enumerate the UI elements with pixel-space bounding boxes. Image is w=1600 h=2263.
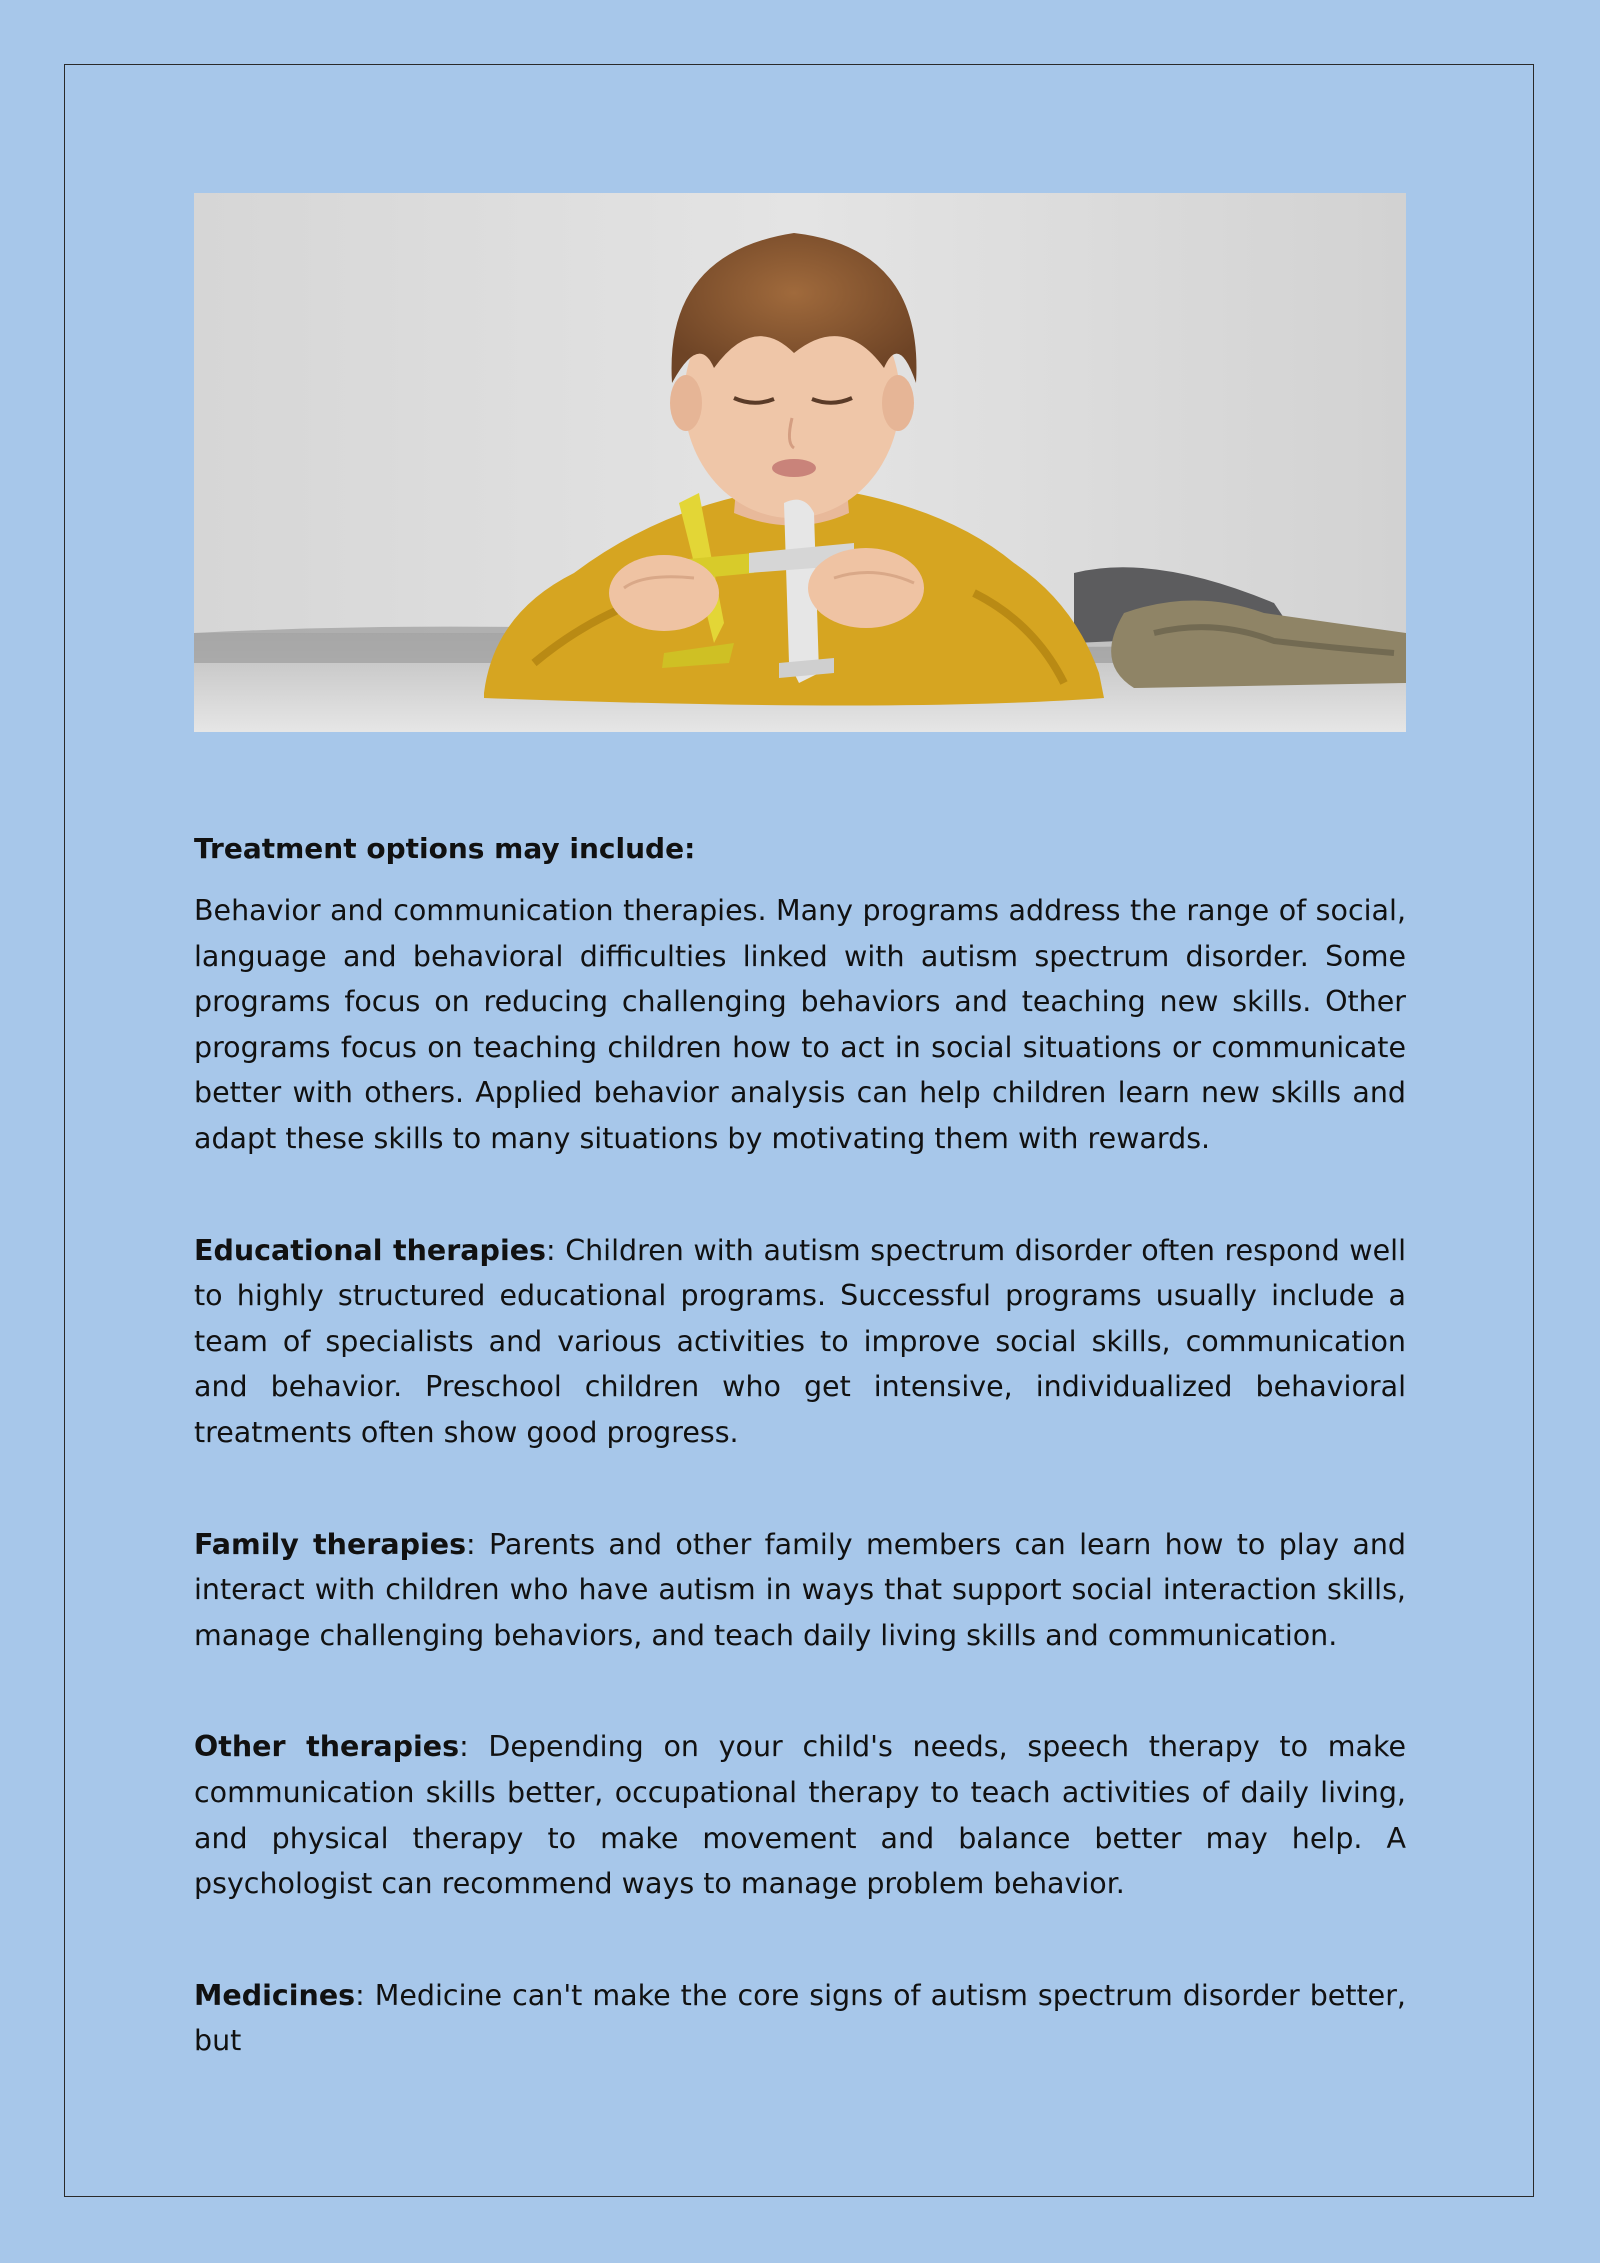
section-heading: Treatment options may include: — [194, 832, 696, 865]
paragraph-text: Children with autism spectrum disorder often respond well to highly structured educational programs. Successful programs usually include a team of specialists and various activities to improve social skills, communication and behavior. Preschool children who get intensive, individualized behavioral treatments often show good progress. — [194, 1233, 1406, 1449]
paragraph-separator: : — [546, 1233, 566, 1267]
paragraph-separator: : — [466, 1527, 489, 1561]
paragraph-term: Medicines — [194, 1978, 356, 2012]
article-body — [194, 830, 1406, 2130]
paragraph-text: Depending on your child's needs, speech therapy to make communication skills better, occupational therapy to teach activities of daily living, and physical therapy to make movement and balance better may help. A psychologist can recommend ways to manage problem behavior. — [194, 1730, 1406, 1901]
paragraph-educational-therapies — [194, 1228, 1406, 1456]
paragraph-family-therapies — [194, 1522, 1406, 1659]
child-playing-with-toy-planes-illustration — [194, 193, 1406, 732]
paragraph-separator: : — [459, 1730, 489, 1764]
paragraph-medicines — [194, 1973, 1406, 2064]
paragraph-other-therapies — [194, 1724, 1406, 1906]
paragraph-text: Medicine can't make the core signs of autism spectrum disorder better, but — [194, 1978, 1406, 2058]
paragraph-text: Parents and other family members can learn how to play and interact with children who have autism in ways that support social interaction skills, manage challenging behaviors, and teach daily living skills and communication. — [194, 1527, 1406, 1652]
hero-photo — [194, 193, 1406, 732]
paragraph-term: Other therapies — [194, 1730, 460, 1764]
paragraph-term: Educational therapies — [194, 1233, 547, 1267]
paragraph-term: Family therapies — [194, 1527, 467, 1561]
paragraph-text: Behavior and communication therapies. Many programs address the range of social, language and behavioral difficulties linked with autism spectrum disorder. Some programs focus on reducing challenging behaviors and teaching new skills. Other programs focus on teaching children how to act in social situations or communicate better with others. Applied behavior analysis can help children learn new skills and adapt these skills to many situations by motivating them with rewards. — [194, 894, 1406, 1155]
paragraph-separator: : — [355, 1978, 375, 2012]
paragraph-behavior-communication — [194, 888, 1406, 1162]
